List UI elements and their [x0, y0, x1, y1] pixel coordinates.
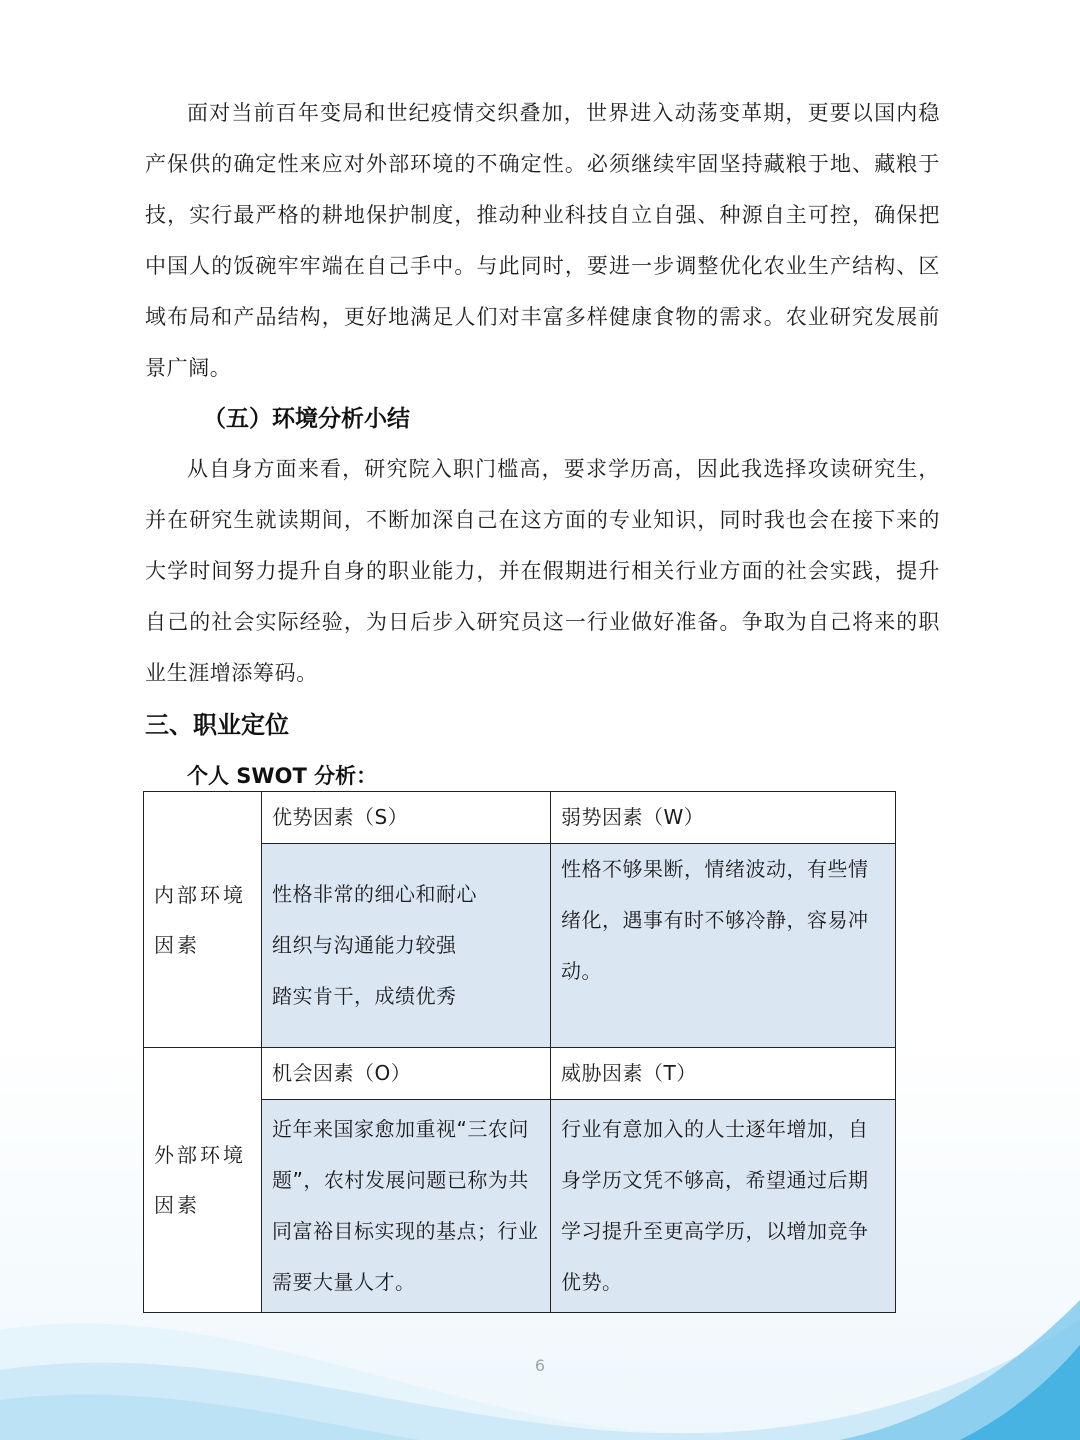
- strength-item: 性格非常的细心和耐心: [272, 882, 477, 906]
- swot-table: [143, 791, 896, 1313]
- cell-weaknesses: 性格不够果断，情绪波动，有些情绪化，遇事有时不够冷静，容易冲动。: [551, 844, 896, 1048]
- paragraph-outlook: 面对当前百年变局和世纪疫情交织叠加，世界进入动荡变革期，更要以国内稳产保供的确定性来应对外部环境的不确定性。必须继续牢固坚持藏粮于地、藏粮于技，实行最严格的耕地保护制度，推动种业科技自立自强、种源自主可控，确保把中国人的饭碗牢牢端在自己手中。与此同时，要进一步调整优化农业生产结构、区域布局和产品结构，更好地满足人们对丰富多样健康食物的需求。农业研究发展前景广阔。: [145, 101, 940, 380]
- strength-item: 组织与沟通能力较强: [272, 933, 457, 957]
- page-number: 6: [534, 1356, 546, 1375]
- paragraph-self-analysis: 从自身方面来看，研究院入职门槛高，要求学历高，因此我选择攻读研究生，并在研究生就读期间，不断加深自己在这方面的专业知识，同时我也会在接下来的大学时间努力提升自身的职业能力，并在假期进行相关行业方面的社会实践，提升自己的社会实际经验，为日后步入研究员这一行业做好准备。争取为自己将来的职业生涯增添筹码。: [145, 457, 940, 685]
- header-strengths: 优势因素（S）: [262, 792, 551, 844]
- subheading-environment-summary: （五）环境分析小结: [203, 406, 410, 432]
- row-label-internal: 内部环境因素: [144, 792, 262, 1048]
- section-heading-career-positioning: 三、职业定位: [145, 711, 289, 739]
- header-opportunities: 机会因素（O）: [262, 1048, 551, 1100]
- cell-threats: 行业有意加入的人士逐年增加，自身学历文凭不够高，希望通过后期学习提升至更高学历，以增加竞争优势。: [551, 1100, 896, 1313]
- strength-item: 踏实肯干，成绩优秀: [272, 984, 457, 1008]
- cell-strengths: [262, 844, 551, 1048]
- row-label-external: 外部环境因素: [144, 1048, 262, 1313]
- cell-opportunities: 近年来国家愈加重视“三农问题”，农村发展问题已称为共同富裕目标实现的基点；行业需要大量人才。: [262, 1100, 551, 1313]
- document-body: [145, 88, 940, 801]
- header-weaknesses: 弱势因素（W）: [551, 792, 896, 844]
- header-threats: 威胁因素（T）: [551, 1048, 896, 1100]
- swot-analysis-label: 个人 SWOT 分析：: [187, 764, 378, 788]
